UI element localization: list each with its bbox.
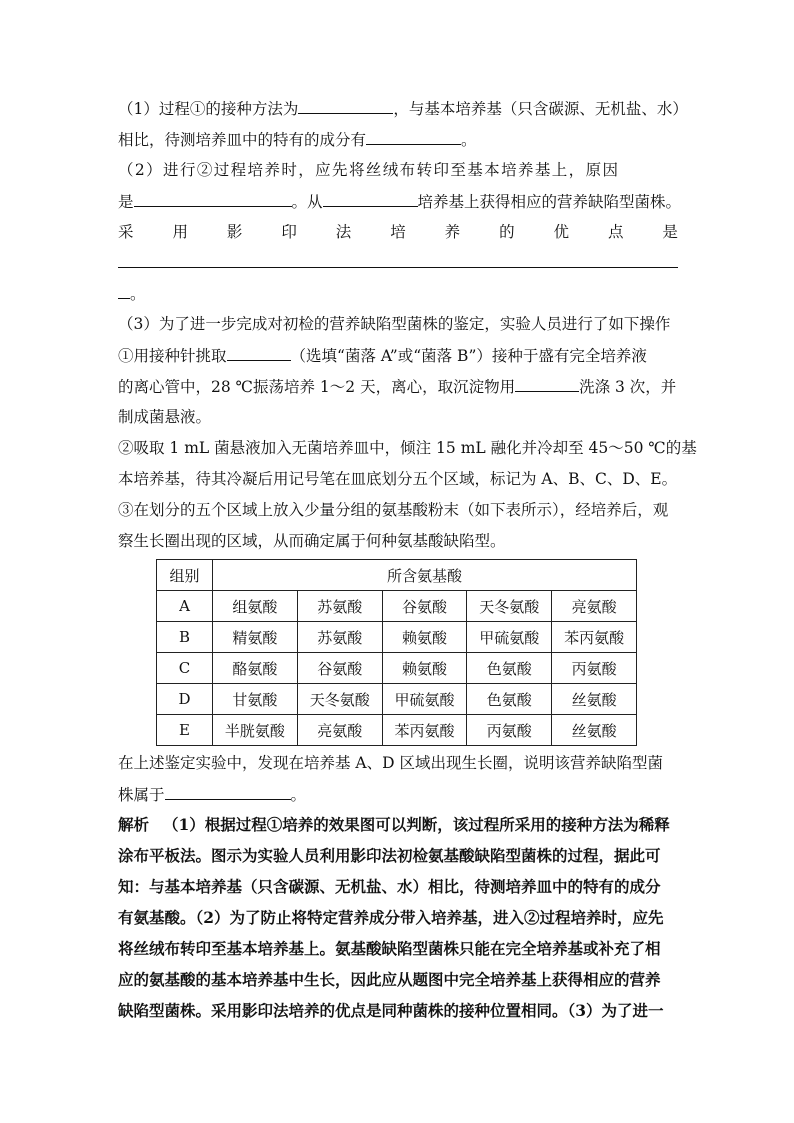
- answer-blank: [165, 784, 291, 800]
- q3-step1-line-3: [118, 407, 678, 427]
- q3-after-line-1: [118, 753, 678, 773]
- q2-char: 优: [553, 223, 570, 241]
- q1-line-1: [118, 98, 688, 119]
- q2-char: 采: [118, 223, 134, 241]
- amino-cell: 色氨酸: [467, 653, 552, 684]
- q2-line-4: [118, 283, 678, 304]
- q2-text: 培养基上获得相应的营养缺陷型菌株。: [417, 193, 682, 211]
- group-cell: E: [157, 715, 213, 746]
- q3-step3-line-2: [118, 531, 678, 551]
- q3-text: 株属于: [118, 786, 165, 804]
- amino-cell: 甲硫氨酸: [467, 622, 552, 653]
- q3-text: 。: [290, 786, 307, 804]
- amino-cell: 天冬氨酸: [297, 684, 382, 715]
- analysis-line-7: [118, 1001, 678, 1021]
- answer-blank: [323, 191, 418, 207]
- q2-line-2: [118, 191, 682, 212]
- answer-blank: [515, 376, 579, 392]
- analysis-label: 解析: [118, 815, 150, 834]
- q1-text: （1）过程①的接种方法为: [118, 100, 299, 118]
- q2-char: 印: [281, 223, 297, 241]
- amino-cell: 甲硫氨酸: [382, 684, 467, 715]
- q3-step3-line-1: [118, 500, 678, 520]
- q3-text: 洗涤 3 次，并: [579, 378, 677, 396]
- amino-acid-table: [156, 559, 637, 746]
- q2-char: 法: [335, 223, 352, 241]
- q3-text: （3）为了进一步完成对初检的营养缺陷型菌株的鉴定，实验人员进行了如下操作: [118, 315, 671, 333]
- q1-text: ，与基本培养基（只含碳源、无机盐、水）: [393, 100, 688, 118]
- q3-text: 本培养基，待其冷凝后用记号笔在皿底划分五个区域，标记为 A、B、C、D、E。: [118, 470, 678, 488]
- amino-cell: 丙氨酸: [467, 715, 552, 746]
- q3-step2-line-1: [118, 438, 697, 458]
- q1-text: 。: [461, 131, 477, 149]
- amino-cell: 苯丙氨酸: [382, 715, 467, 746]
- table-header-row: [157, 560, 637, 591]
- q3-text: 的离心管中，28 ℃振荡培养 1～2 天，离心，取沉淀物用: [118, 378, 516, 396]
- answer-blank: [134, 191, 292, 207]
- q2-text: 。: [130, 285, 146, 303]
- q2-char: 的: [499, 223, 515, 241]
- q2-line-1: [118, 160, 678, 180]
- amino-cell: 丝氨酸: [552, 715, 637, 746]
- analysis-text: （1）根据过程①培养的效果图可以判断，该过程所采用的接种方法为稀释: [163, 815, 670, 834]
- group-cell: D: [157, 684, 213, 715]
- analysis-line-5: [118, 939, 678, 959]
- amino-cell: 组氨酸: [213, 591, 298, 622]
- q3-intro: [118, 314, 678, 334]
- amino-cell: 苏氨酸: [297, 591, 382, 622]
- q2-text: 是: [118, 193, 134, 211]
- q1-line-2: [118, 129, 678, 150]
- group-cell: B: [157, 622, 213, 653]
- analysis-line-6: [118, 970, 678, 990]
- amino-cell: 甘氨酸: [213, 684, 298, 715]
- amino-cell: 赖氨酸: [382, 653, 467, 684]
- table-row: [157, 684, 637, 715]
- q3-text: ③在划分的五个区域上放入少量分组的氨基酸粉末（如下表所示），经培养后，观: [118, 501, 669, 519]
- q3-step2-line-2: [118, 469, 678, 489]
- q3-text: 察生长圈出现的区域，从而确定属于何种氨基酸缺陷型。: [118, 532, 506, 550]
- amino-cell: 半胱氨酸: [213, 715, 298, 746]
- analysis-text: 应的氨基酸的基本培养基中生长，因此应从题图中完全培养基上获得相应的营养: [118, 970, 661, 989]
- answer-blank: [366, 129, 461, 145]
- q2-char: 点: [607, 223, 624, 241]
- amino-cell: 亮氨酸: [552, 591, 637, 622]
- analysis-line-2: [118, 846, 678, 866]
- q2-text: （2）进行②过程培养时，应先将丝绒布转印至基本培养基上，原因: [118, 161, 620, 179]
- analysis-text: 知：与基本培养基（只含碳源、无机盐、水）相比，待测培养皿中的特有的成分: [118, 877, 661, 896]
- amino-cell: 色氨酸: [467, 684, 552, 715]
- header-group: 组别: [157, 560, 213, 591]
- q2-char: 是: [662, 223, 678, 241]
- amino-cell: 苯丙氨酸: [552, 622, 637, 653]
- q2-char: 用: [172, 223, 188, 241]
- analysis-text: 缺陷型菌株。采用影印法培养的优点是同种菌株的接种位置相同。（3）为了进一: [118, 1001, 664, 1020]
- table-row: [157, 715, 637, 746]
- amino-cell: 精氨酸: [213, 622, 298, 653]
- amino-cell: 苏氨酸: [297, 622, 382, 653]
- analysis-line-3: [118, 877, 678, 897]
- table-row: [157, 653, 637, 684]
- amino-cell: 谷氨酸: [382, 591, 467, 622]
- answer-blank-full: [118, 267, 678, 268]
- q3-text: ①用接种针挑取: [118, 347, 227, 365]
- group-cell: A: [157, 591, 213, 622]
- answer-blank: [118, 283, 130, 299]
- header-amino-acids: 所含氨基酸: [213, 560, 637, 591]
- q3-text: 制成菌悬液。: [118, 408, 212, 426]
- analysis-text: 有氨基酸。（2）为了防止将特定营养成分带入培养基，进入②过程培养时，应先: [118, 908, 664, 927]
- analysis-text: 将丝绒布转印至基本培养基上。氨基酸缺陷型菌株只能在完全培养基或补充了相: [118, 939, 661, 958]
- q1-text: 相比，待测培养皿中的特有的成分有: [118, 131, 367, 149]
- q3-text: （选填“菌落 A”或“菌落 B”）接种于盛有完全培养液: [290, 347, 647, 365]
- q3-step1-line-2: [118, 376, 678, 397]
- table-row: [157, 591, 637, 622]
- analysis-line-4: [118, 908, 678, 928]
- q2-char: 影: [226, 223, 243, 241]
- q2-char: 养: [444, 223, 461, 241]
- amino-cell: 谷氨酸: [297, 653, 382, 684]
- amino-cell: 酪氨酸: [213, 653, 298, 684]
- amino-cell: 赖氨酸: [382, 622, 467, 653]
- analysis-line-1: [118, 815, 678, 835]
- q3-text: ②吸取 1 mL 菌悬液加入无菌培养皿中，倾注 15 mL 融化并冷却至 45～50 ℃的基: [118, 439, 697, 457]
- q3-text: 在上述鉴定实验中，发现在培养基 A、D 区域出现生长圈，说明该营养缺陷型菌: [118, 754, 663, 772]
- q2-text: 。从: [291, 193, 323, 211]
- analysis-text: 涂布平板法。图示为实验人员利用影印法初检氨基酸缺陷型菌株的过程，据此可: [118, 846, 661, 865]
- answer-blank: [227, 345, 291, 361]
- amino-cell: 丙氨酸: [552, 653, 637, 684]
- q2-char: 培: [390, 223, 406, 241]
- amino-cell: 亮氨酸: [297, 715, 382, 746]
- q2-line-3: [118, 222, 678, 242]
- table-row: [157, 622, 637, 653]
- group-cell: C: [157, 653, 213, 684]
- answer-blank: [298, 98, 393, 114]
- amino-cell: 丝氨酸: [552, 684, 637, 715]
- q3-after-line-2: [118, 784, 678, 805]
- q3-step1-line-1: [118, 345, 678, 366]
- amino-cell: 天冬氨酸: [467, 591, 552, 622]
